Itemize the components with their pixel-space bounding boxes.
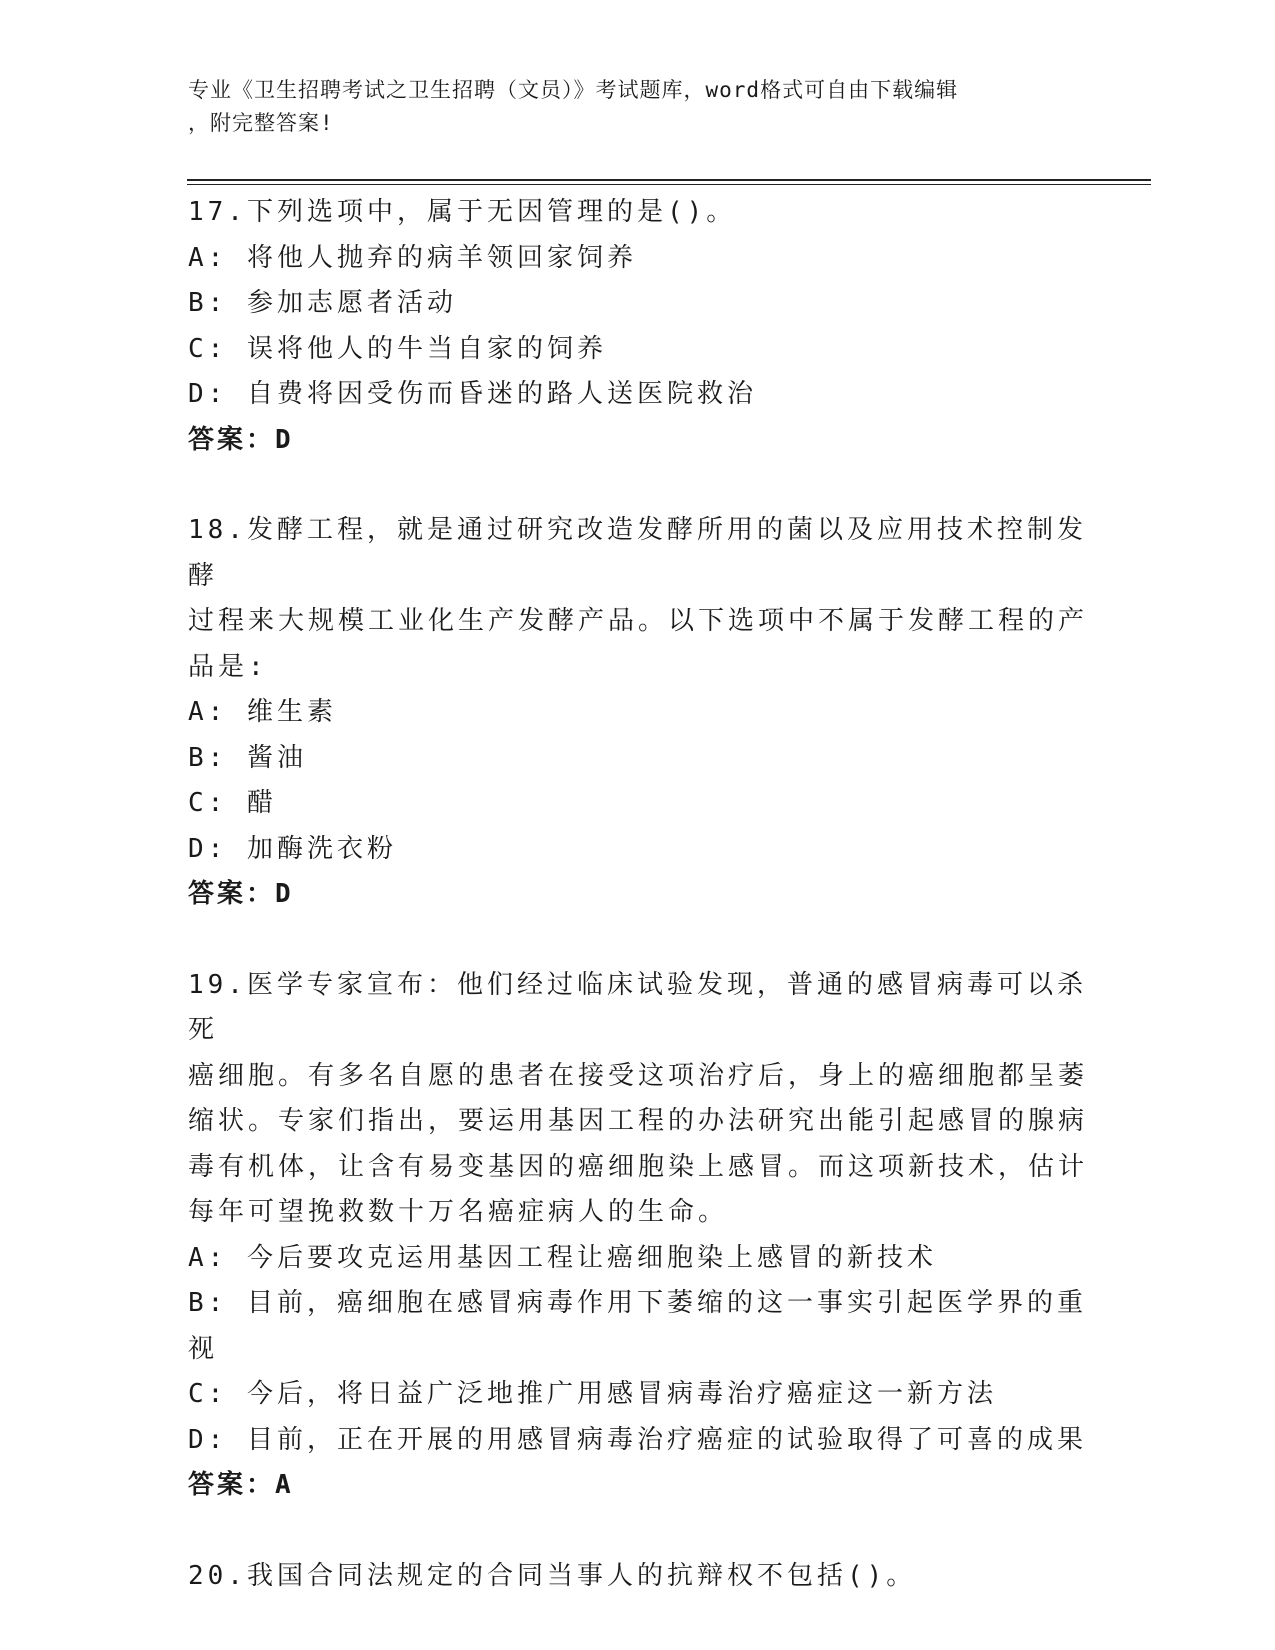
answer: 答案：D — [188, 879, 294, 909]
question-19 — [188, 963, 1088, 1509]
option-b: B: 目前，癌细胞在感冒病毒作用下萎缩的这一事实引起医学界的重视 — [188, 1288, 1087, 1364]
header-rule-thin — [187, 184, 1151, 185]
question-stem: 缩状。专家们指出，要运用基因工程的办法研究出能引起感冒的腺病 — [188, 1106, 1089, 1136]
question-stem: 癌细胞。有多名自愿的患者在接受这项治疗后，身上的癌细胞都呈萎 — [188, 1060, 1089, 1091]
question-stem: 20.我国合同法规定的合同当事人的抗辩权不包括()。 — [188, 1560, 917, 1591]
question-stem: 18.发酵工程，就是通过研究改造发酵所用的菌以及应用技术控制发酵 — [188, 515, 1087, 591]
option-c: C: 今后，将日益广泛地推广用感冒病毒治疗癌症这一新方法 — [188, 1379, 997, 1409]
option-a: A: 今后要攻克运用基因工程让癌细胞染上感冒的新技术 — [188, 1242, 937, 1273]
answer: 答案：D — [188, 424, 294, 455]
header-rule-thick — [187, 179, 1151, 181]
option-b: B: 酱油 — [188, 742, 307, 773]
option-d: D: 加酶洗衣粉 — [188, 833, 397, 864]
question-17 — [188, 190, 1088, 463]
question-20 — [188, 1554, 1088, 1600]
question-list — [188, 190, 1088, 1599]
header-line-2: ，附完整答案! — [188, 111, 334, 135]
answer: 答案：A — [188, 1470, 294, 1500]
question-stem: 19.医学专家宣布：他们经过临床试验发现，普通的感冒病毒可以杀死 — [188, 969, 1087, 1045]
question-stem: 毒有机体，让含有易变基因的癌细胞染上感冒。而这项新技术，估计 — [188, 1151, 1089, 1182]
question-stem: 过程来大规模工业化生产发酵产品。以下选项中不属于发酵工程的产 — [188, 606, 1089, 636]
option-d: D: 目前，正在开展的用感冒病毒治疗癌症的试验取得了可喜的成果 — [188, 1424, 1087, 1455]
document-header — [188, 74, 1068, 140]
question-stem: 品是: — [188, 651, 268, 682]
question-stem: 每年可望挽救数十万名癌症病人的生命。 — [188, 1197, 729, 1227]
header-line-1: 专业《卫生招聘考试之卫生招聘（文员）》考试题库，word格式可自由下载编辑 — [188, 78, 959, 102]
option-a: A: 维生素 — [188, 697, 337, 727]
question-18 — [188, 508, 1088, 918]
option-c: C: 误将他人的牛当自家的饲养 — [188, 333, 607, 364]
option-c: C: 醋 — [188, 788, 277, 818]
option-a: A: 将他人抛弃的病羊领回家饲养 — [188, 242, 637, 273]
option-b: B: 参加志愿者活动 — [188, 288, 457, 318]
option-d: D: 自费将因受伤而昏迷的路人送医院救治 — [188, 379, 757, 409]
question-stem: 17.下列选项中，属于无因管理的是()。 — [188, 197, 737, 227]
